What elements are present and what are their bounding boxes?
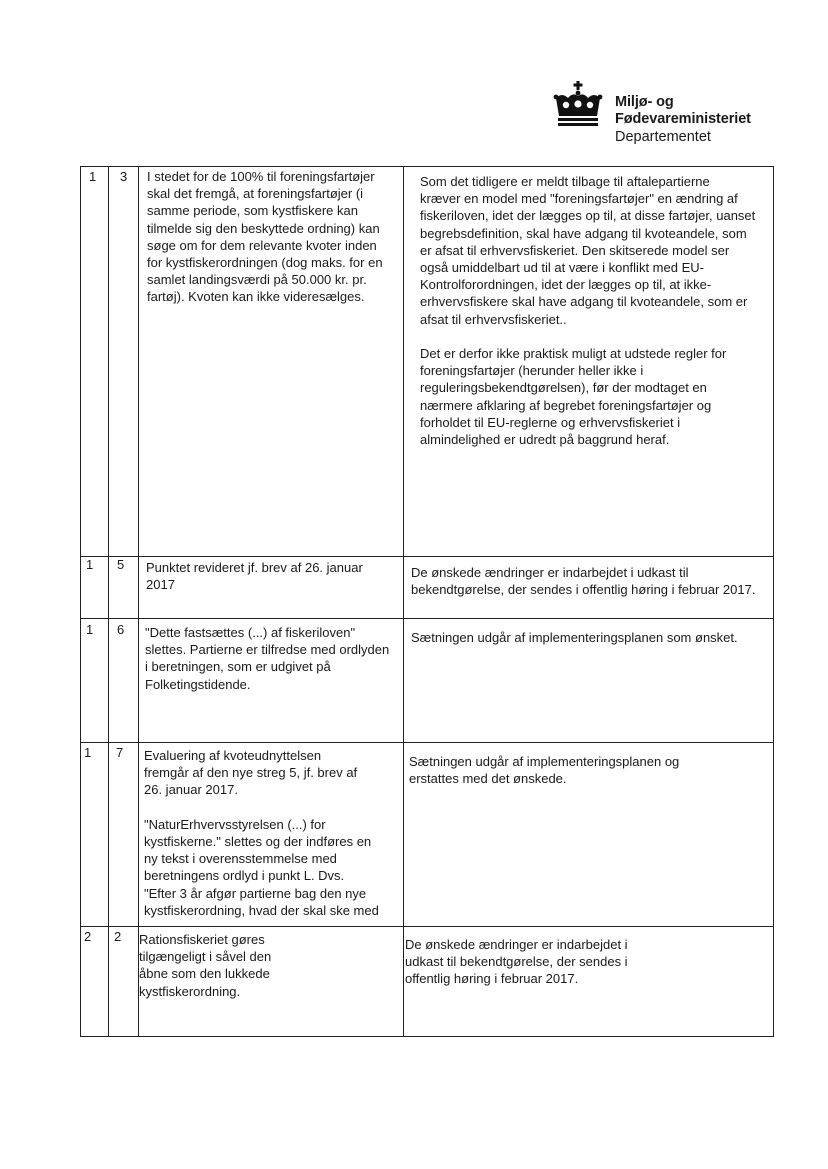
row-section-number: 1 [86, 622, 94, 637]
row-response-text: De ønskede ændringer er indarbejdet i udkast til bekendtgørelse, der sendes i offentlig høring i februar 2017. [405, 937, 628, 987]
row-section-number: 1 [89, 169, 97, 184]
table-row-divider [80, 556, 774, 557]
table-border-left [80, 166, 81, 1036]
row-item-number: 3 [120, 169, 128, 184]
table-row-divider [80, 926, 774, 927]
ministry-name-line1: Miljø- og [615, 94, 674, 110]
row-proposal-text: "Dette fastsættes (...) af fiskeriloven" slettes. Partierne er tilfredse med ordlyden i beretningen, som er udgivet på Folketingstidende. [145, 625, 390, 692]
row-response-text: Sætningen udgår af implementeringsplanen og erstattes med det ønskede. [409, 754, 680, 787]
department-name: Departementet [615, 129, 711, 145]
row-section-number: 2 [84, 929, 92, 944]
ministry-logo [552, 80, 792, 150]
row-item-number: 2 [114, 929, 122, 944]
crown-icon [552, 80, 604, 130]
table-border-top [80, 166, 774, 167]
table-col-divider-2 [138, 166, 139, 1036]
row-item-number: 5 [117, 557, 125, 572]
table-col-divider-1 [108, 166, 109, 1036]
row-section-number: 1 [84, 745, 92, 760]
table-row-divider [80, 742, 774, 743]
table-border-bottom [80, 1036, 774, 1037]
row-item-number: 7 [116, 745, 124, 760]
row-section-number: 1 [86, 557, 94, 572]
row-response-text: De ønskede ændringer er indarbejdet i udkast til bekendtgørelse, der sendes i offentlig høring i februar 2017. [411, 565, 756, 598]
row-proposal-text: I stedet for de 100% til foreningsfartøjer skal det fremgå, at foreningsfartøjer (i samme periode, som kystfiskere kan tilmelde sig den beskyttede ordning) kan søge om for dem relevante kvoter inden for kystfiskerordningen (dog maks. for en samlet landingsværdi på 50.000 kr. pr. fartøj). Kvoten kan ikke videresælges. [147, 169, 383, 305]
table-col-divider-3 [403, 166, 404, 1036]
table-border-right [773, 166, 774, 1036]
row-proposal-text: Evaluering af kvoteudnyttelsen fremgår af den nye streg 5, jf. brev af 26. januar 2017. "NaturErhvervsstyrelsen (...) for kystfiskerne." slettes og der indføres en ny tekst i overensstemmelse med beretningens ordlyd i punkt L. Dvs. "Efter 3 år afgør partierne bag den nye kystfiskerordning, hvad der skal ske med [144, 748, 379, 918]
row-proposal-text: Punktet revideret jf. brev af 26. januar 2017 [146, 560, 363, 593]
row-item-number: 6 [117, 622, 125, 637]
ministry-name-line2: Fødevareministeriet [615, 111, 751, 127]
table-row-divider [80, 618, 774, 619]
row-response-text: Sætningen udgår af implementeringsplanen som ønsket. [411, 630, 738, 645]
row-proposal-text: Rationsfiskeriet gøres tilgængeligt i såvel den åbne som den lukkede kystfiskerordning. [139, 932, 272, 999]
row-response-text: Som det tidligere er meldt tilbage til aftalepartierne kræver en model med "foreningsfartøjer" en ændring af fiskeriloven, idet der lægges op til, at disse fartøjer, uanset begrebsdefinition, skal have adgang til kvoteandele, som er afsat til erhvervsfiskeriet. Den skitserede model ser også umiddelbart ud til at være i konflikt med EU- Kontrolforordningen, idet der lægges op til, at ikke- erhvervsfiskere skal have adgang til kvoteandele, som er afsat til erhvervsfiskeriet.. Det er derfor ikke praktisk muligt at udstede regler for foreningsfartøjer (herunder heller ikke i reguleringsbekendtgørelsen), før der modtaget en nærmere afklaring af begrebet foreningsfartøjer og forholdet til EU-reglerne og erhvervsfiskeriet i almindelighed er udredt på baggrund heraf. [420, 174, 756, 448]
